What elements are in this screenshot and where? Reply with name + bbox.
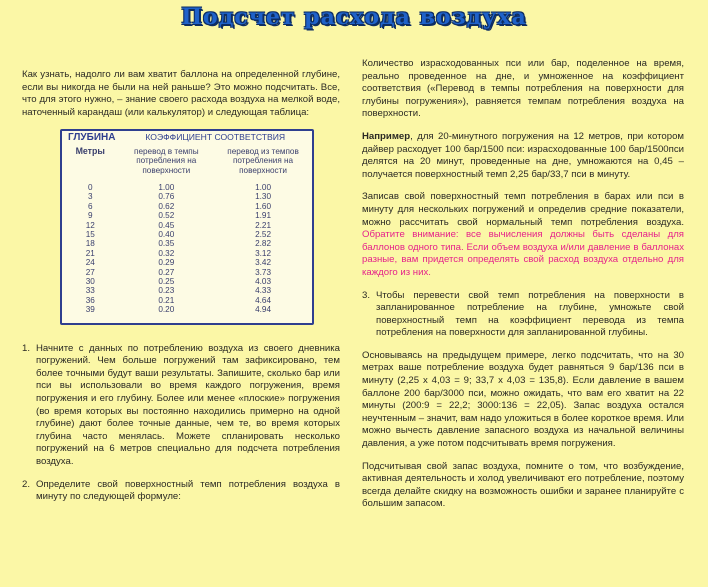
table-row [62, 202, 312, 211]
intro-paragraph: Как узнать, надолго ли вам хватит баллона на определенной глубине, если вы никогда не были на ней раньше? Это можно подсчитать. Все, что для этого нужно, – знание своего расхода воздуха на мелкой воде, наточенный карандаш (или калькулятор) и следующая таблица: [22, 69, 340, 118]
to-surface-cell: 0.27 [158, 267, 175, 277]
table-row [62, 211, 312, 220]
depth-cell: 12 [85, 220, 95, 230]
table-row [62, 277, 312, 286]
from-surface-cell: 3.73 [255, 267, 272, 277]
step-3 [362, 290, 684, 340]
depth-cell: 15 [85, 230, 95, 240]
table-wrapper [22, 129, 340, 324]
example-paragraph [362, 131, 684, 181]
from-surface-cell: 1.30 [255, 192, 272, 202]
from-surface-cell: 1.00 [255, 183, 272, 192]
average-text: Записав свой поверхностный темп потребления в барах или пси в минуту для нескольких погружений и определив средние показатели, можно рассчитать свой нормальный темп потребления воздуха. [362, 191, 684, 228]
table-subheader-row [62, 145, 312, 177]
to-surface-cell: 0.52 [158, 211, 175, 221]
to-surface-cell: 1.00 [158, 183, 175, 192]
to-surface-cell: 0.40 [158, 230, 175, 240]
to-surface-cell: 0.32 [158, 248, 175, 258]
example-lead: Например [362, 130, 411, 142]
table-row [62, 305, 312, 322]
table-row [62, 192, 312, 201]
depth-cell: 6 [87, 201, 93, 211]
reserve-paragraph: Подсчитывая свой запас воздуха, помните о том, что возбуждение, активная деятельность и холод увеличивают его потребление, поэтому всегда делайте скидку на возможность ошибки и заранее планируйте с большим запасом. [362, 460, 684, 510]
table-row [62, 296, 312, 305]
table-row [62, 230, 312, 239]
calculation-paragraph: Основываясь на предыдущем примере, легко подсчитать, что на 30 метрах ваше потребление воздуха будет равняться 9 бар/136 пси в минуту (2,25 x 4,03 = 9; 33,7 x 4,03 = 135,8). Если давление в вашем баллоне 200 бар/3000 пси, можно ожидать, что вам его хватит на 22 минуты (200:9 = 22,2; 3000:136 = 22,05). Запас воздуха остался неучтенным – значит, вам надо уложиться в более короткое время. Или можно вычесть давление запасного воздуха из начальной величины давления, а уже потом подсчитывать время погружения. [362, 349, 684, 450]
depth-cell: 27 [85, 267, 95, 277]
from-surface-cell: 2.82 [255, 239, 272, 249]
table-row [62, 258, 312, 267]
from-surface-cell: 4.94 [255, 305, 272, 315]
from-surface-cell: 1.60 [255, 201, 272, 211]
from-surface-cell: 2.52 [255, 230, 272, 240]
depth-cell: 30 [85, 277, 95, 287]
to-surface-cell: 0.25 [158, 277, 175, 287]
coefficient-header: КОЭФФИЦИЕНТ СООТВЕТСТВИЯ [145, 132, 286, 143]
table-row [62, 249, 312, 258]
step-1-number: 1. [22, 342, 31, 354]
to-surface-cell: 0.20 [158, 305, 175, 315]
depth-cell: 33 [85, 286, 95, 296]
depth-cell: 0 [87, 183, 93, 192]
page-title: Подсчет расхода воздуха [181, 4, 527, 30]
depth-cell: 39 [85, 305, 95, 315]
to-surface-cell: 0.62 [158, 201, 175, 211]
from-surface-cell: 4.33 [255, 286, 272, 296]
from-surface-cell: 4.64 [255, 295, 272, 305]
depth-coefficient-table [60, 129, 314, 324]
to-surface-cell: 0.21 [158, 295, 175, 305]
to-surface-cell: 0.35 [158, 239, 175, 249]
to-surface-cell: 0.45 [158, 220, 175, 230]
from-surface-column-header: перевод из темпов потребления на поверхности [227, 146, 299, 175]
step-1-text: Начните с данных по потреблению воздуха из своего дневника погружений. Чем больше погружений там зафиксировано, тем более точными будут ваши результаты. Запишите, сколько бар или пси вы использовали во время каждого погружения, время погружения и его глубину. Более или менее «плоские» погружения (во время которых вы постоянно находились примерно на одной глубине) дают более точные данные, чем те, во время которых глубина часто менялась. Можете спланировать несколько погружений на 6 метров специально для подсчета потребления воздуха. [36, 342, 340, 468]
table-row [62, 286, 312, 295]
left-column [22, 69, 340, 514]
from-surface-cell: 2.21 [255, 220, 272, 230]
to-surface-cell: 0.76 [158, 192, 175, 202]
table-body [62, 177, 312, 323]
depth-cell: 18 [85, 239, 95, 249]
depth-cell: 3 [87, 192, 93, 202]
step-2-number: 2. [22, 478, 31, 490]
step-3-text: Чтобы перевести свой темп потребления на поверхности в запланированное потребление на глубине, умножьте свой поверхностный темп на коэффициент перевода из темпа потребления на поверхности для запланированной глубины. [376, 289, 684, 339]
depth-cell: 24 [85, 258, 95, 268]
attention-note: Обратите внимание: все вычисления должны быть сделаны для баллонов одного типа. Если объем воздуха и/или давление в баллонах разные, вам придется определять свой расход воздуха отдельно для каждого из них. [362, 229, 684, 278]
table-row [62, 177, 312, 192]
table-row [62, 268, 312, 277]
to-surface-cell: 0.23 [158, 286, 175, 296]
step-3-number: 3. [362, 289, 371, 301]
to-surface-cell: 0.29 [158, 258, 175, 268]
from-surface-cell: 4.03 [255, 277, 272, 287]
depth-cell: 36 [85, 295, 95, 305]
from-surface-cell: 3.12 [255, 248, 272, 258]
formula-paragraph: Количество израсходованных пси или бар, поделенное на время, реально проведенное на дне, и умноженное на коэффициент соответствия («Перевод в темпы потребления на поверхности для глубины погружения»), равняется темпам потребления воздуха на поверхности. [362, 58, 684, 120]
step-2-text: Определите свой поверхностный темп потребления воздуха в минуту по следующей формуле: [36, 478, 340, 503]
from-surface-cell: 3.42 [255, 258, 272, 268]
from-surface-cell: 1.91 [255, 211, 272, 221]
right-column [362, 58, 684, 521]
step-1 [22, 343, 340, 469]
example-text: , для 20-минутного погружения на 12 метров, при котором дайвер расходует 100 бар/1500 пси: израсходованные 100 бар/1500пси делятся на 20 минут, проведенные на дне, умножаются на 0,45 – получается поверхностный темп 2,25 бар/33,7 пси в минуту. [362, 130, 684, 180]
step-2 [22, 479, 340, 504]
table-header-row [62, 131, 312, 144]
depth-header: ГЛУБИНА [68, 132, 116, 144]
meters-column-header: Метры [75, 145, 105, 156]
table-row [62, 239, 312, 248]
depth-cell: 9 [87, 211, 93, 221]
to-surface-column-header: перевод в темпы потребления на поверхности [134, 146, 199, 175]
average-paragraph [362, 191, 684, 279]
depth-cell: 21 [85, 248, 95, 258]
table-row [62, 221, 312, 230]
